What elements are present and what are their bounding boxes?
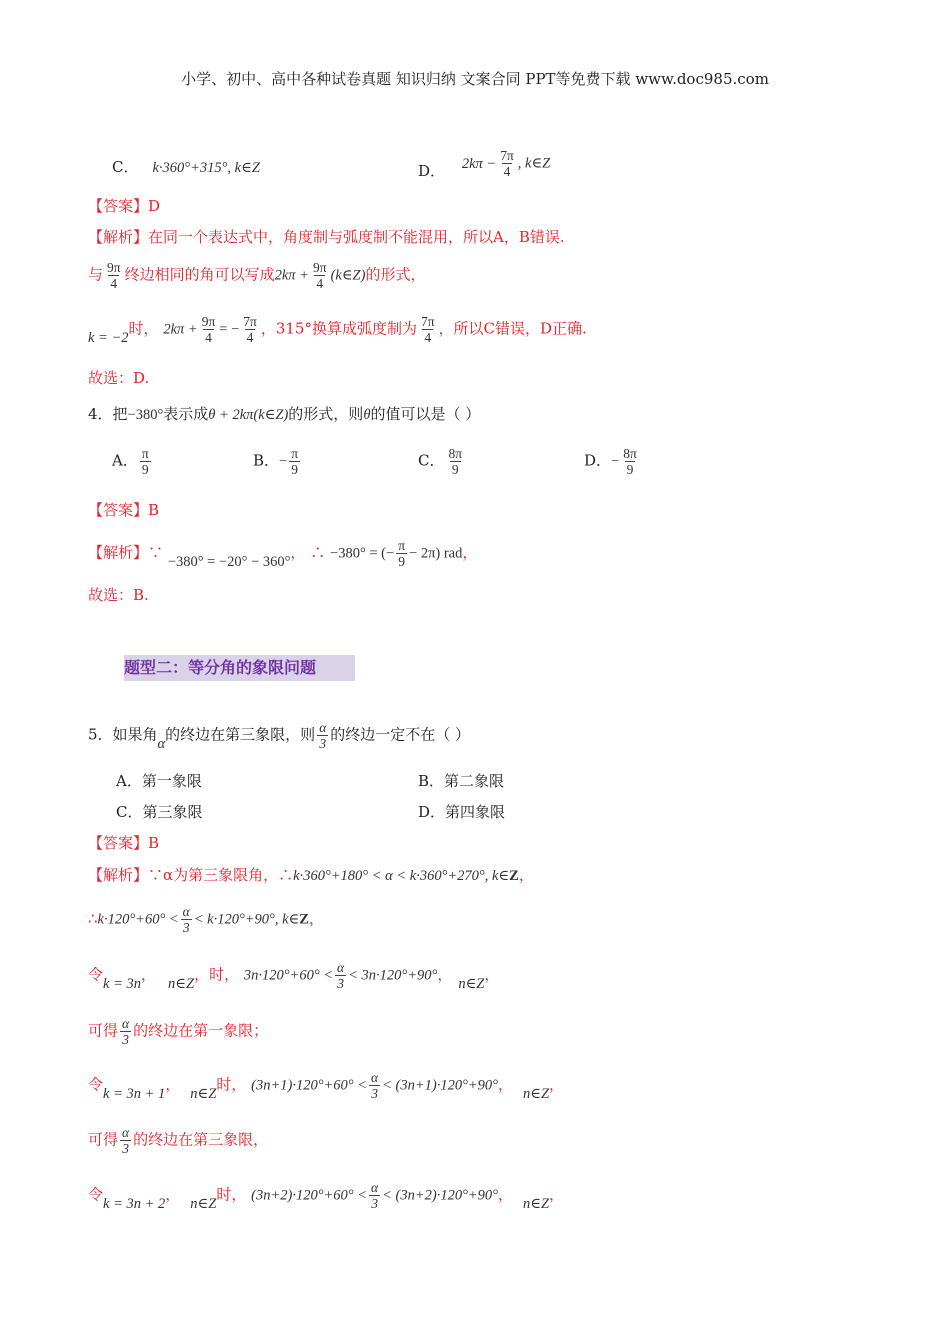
q3-choice: 故选：D. — [88, 369, 150, 387]
q5-case2: 令k = 3n + 1， n∈Z时， (3n+1)·120°+60° < $\frac{\alpha}{3}$ < (3n+1)·120°+90°， n∈Z， — [88, 1070, 565, 1102]
q5-option-b: B．第二象限 — [418, 772, 505, 790]
q3-analysis-line2: 与 $\frac{9\pi}{4}$ 终边相同的角可以写成2kπ + $\frac{9\pi}{4}$ (k∈Z)的形式， — [88, 260, 426, 291]
q4-option-b: B．− $\frac{\pi}{9}$ — [253, 446, 299, 477]
q4-answer: 【答案】B — [88, 501, 160, 519]
q5-option-c: C．第三象限 — [116, 803, 203, 821]
q5-analysis-line2: ∴k·120°+60° < $\frac{\alpha}{3}$ < k·120°+90°, k∈Z， — [88, 904, 324, 935]
page-header: 小学、初中、高中各种试卷真题 知识归纳 文案合同 PPT等免费下载 www.doc985.com — [181, 70, 769, 88]
section-title: 题型二：等分角的象限问题 — [124, 655, 355, 681]
q5-stem: 5．如果角α的终边在第三象限，则 $\frac{\alpha}{3}$ 的终边一定不在（ ） — [88, 720, 471, 752]
q5-case3: 令k = 3n + 2， n∈Z时， (3n+2)·120°+60° < $\frac{\alpha}{3}$ < (3n+2)·120°+90°， n∈Z， — [88, 1180, 565, 1212]
q4-option-c: C． $\frac{8\pi}{9}$ — [418, 446, 463, 477]
q4-stem: 4．把−380°表示成θ + 2kπ(k∈Z)的形式，则θ的值可以是（ ） — [88, 405, 481, 423]
q5-option-a: A．第一象限 — [116, 772, 202, 790]
q5-answer: 【答案】B — [88, 834, 160, 852]
q5-result2: 可得 $\frac{\alpha}{3}$ 的终边在第三象限， — [88, 1125, 269, 1156]
q3-option-c: C． k·360°+315°, k∈Z — [112, 158, 260, 176]
q3-analysis-line1: 【解析】在同一个表达式中，角度制与弧度制不能混用，所以A，B错误. — [88, 228, 565, 246]
q4-choice: 故选：B. — [88, 586, 149, 604]
q3-answer: 【答案】D — [88, 197, 161, 215]
q4-option-a: A． $\frac{\pi}{9}$ — [112, 446, 149, 477]
q5-option-d: D．第四象限 — [418, 803, 506, 821]
q5-analysis-line1: 【解析】∵α为第三象限角，∴k·360°+180° < α < k·360°+270°, k∈Z， — [88, 866, 534, 884]
q5-case1: 令k = 3n， n∈Z，时， 3n·120°+60° < $\frac{\alpha}{3}$ < 3n·120°+90°， n∈Z， — [88, 960, 500, 992]
q4-analysis: 【解析】∵ −380° = −20° − 360°， ∴ −380° = (− $\frac{\pi}{9}$ − 2π) rad， — [88, 538, 478, 570]
q3-analysis-line3: k = −2时， 2kπ + $\frac{9\pi}{4}$ = − $\frac{7\pi}{4}$ ，315°换算成弧度制为 $\frac{7\pi}{4}$ ，所以C错误，D正确. — [88, 314, 587, 346]
q5-result1: 可得 $\frac{\alpha}{3}$ 的终边在第一象限； — [88, 1016, 269, 1047]
q3-option-d: D． 2kπ − $\frac{7\pi}{4}$ , k∈Z — [418, 148, 551, 180]
q4-option-d: D．− $\frac{8\pi}{9}$ — [584, 446, 637, 477]
